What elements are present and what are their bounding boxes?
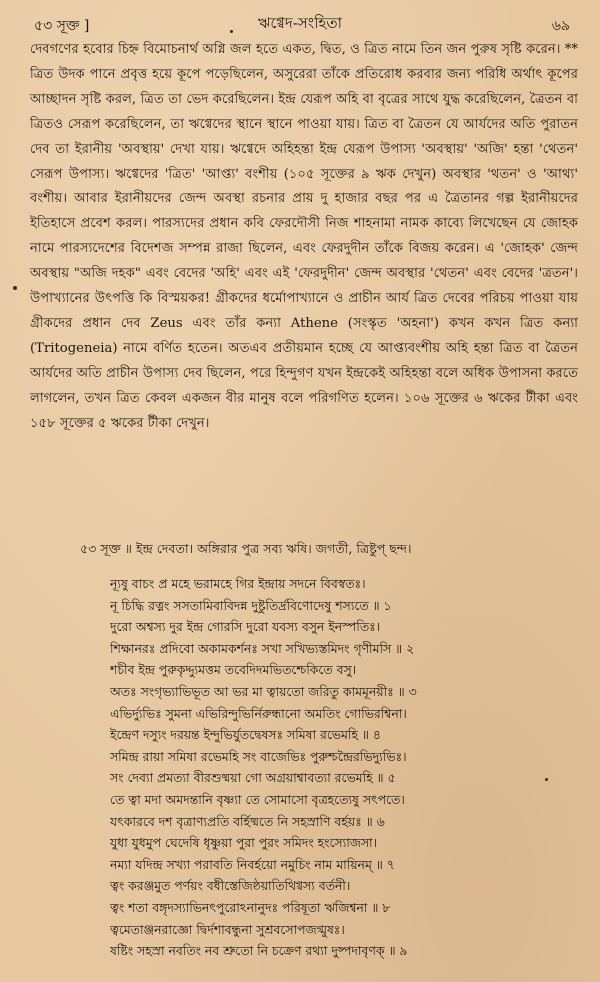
verse-line: ত্বং করঞ্জমুত পর্ণয়ং বধীস্তেজিষ্ঠয়াতিথিগ্বস্য বর্তনী। — [110, 878, 351, 894]
verse-line: ষষ্টিং সহস্রা নবতিং নব শ্রুতো নি চক্রেণ রথ্যা দুষ্পদাবৃণক্ ॥ ৯ — [110, 943, 408, 959]
book-title: ঋগ্বেদ-সংহিতা — [258, 14, 342, 32]
verse-line: নম্যা যদিন্দ্র সখ্যা পরাবতি নিবর্হয়ো নমুচিং নাম মায়িনম্ ॥ ৭ — [110, 856, 395, 872]
sukta-heading: ৫৩ সূক্ত ॥ ইন্দ্র দেবতা। অঙ্গিরার পুত্র সব্য ঋষি। জগতী, ত্রিষ্টুপ্ ছন্দ। — [80, 541, 412, 556]
verse-line: ন্যূষু বাচং প্র মহে ভরামহে গির ইন্দ্রায় সদনে বিবস্বতঃ। — [110, 576, 366, 591]
verse-line: ত্বং শতা বঙ্গৃদস্যাভিনৎপুরোঽনানুদঃ পরিষূতা ঋজিশ্বনা ॥ ৮ — [110, 899, 391, 915]
ink-spot — [13, 286, 17, 290]
verse-line: যৎকারবে দশ বৃত্রাণ্যপ্রতি বর্হিষ্মতে নি সহস্রাণি বর্হয়ঃ ॥ ৬ — [110, 813, 385, 829]
verse-line: শিক্ষানরঃ প্রদিবো অকামকর্শনঃ সখা সখিভ্যস্তমিদং গৃণীমসি ॥ ২ — [110, 640, 415, 656]
page-number: ৬৯ — [551, 18, 570, 34]
verse-block — [110, 573, 580, 962]
verse-line: যুধা যুধমুপ ঘেদেষি ধৃষ্ণুয়া পুরা পুরং সমিদং হংস্যোজসা। — [110, 835, 378, 851]
verse-line: তে ত্বা মদা অমদন্তানি বৃষ্ণ্যা তে সোমাসো বৃত্রহত্যেষু সৎপতে। — [110, 791, 405, 807]
commentary-paragraph: দেবগণের হবোর চিহ্ন বিমোচনার্থ অগ্নি জল হতে একত, দ্বিত, ও ত্রিত নামে তিন জন পুরুষ সৃষ্টি করেন। ** ত্রিত উদক পানে প্রবৃত্ত হয়ে কূপে পড়েছিলেন, অসুরেরা তাঁকে প্রতিরোধ করবার জন্য পরিধি অর্থাৎ কূপের আচ্ছাদন সৃষ্টি করল, ত্রিত তা ভেদ করেছিলেন। ইন্দ্র যেরূপ অহি বা বৃত্রের সাথে যুদ্ধ করেছিলেন, ত্রৈতন বা ত্রিতও সেরূপ করেছিলেন, তা ঋগ্বেদের স্থানে স্থানে পাওয়া যায়। ত্রিত বা ত্রৈতন যে আর্যদের অতি পুরাতন দেব তা ইরানীয় 'অবস্থায়' দেখা যায়। ঋগ্বেদে অহিহন্তা ইন্দ্র যেরূপ উপাস্য 'অবস্থায়' 'অজি' হন্তা 'থেতন' সেরূপ উপাস্য। ঋগ্বেদের 'ত্রিত' 'আপ্ত্য' বংশীয় (১০৫ সূক্তের ৯ ঋক দেখুন) অবস্থার 'থতন' ও 'আথ্য' বংশীয়। আবার ইরানীয়দের জেন্দ অবস্থা রচনার প্রায় দু হাজার বছর পর এ ত্রৈতানর গল্প ইরানীয়দের ইতিহাসে প্রবেশ করল। পারস্যদের প্রধান কবি ফেরদৌসী নিজ শাহনামা নামক কাব্যে লিখেছেন যে জোহক নামে পারস্যদেশের বিদেশজ সম্পন্ন রাজা ছিলেন, এবং ফেরদুদীন তাঁকে বিজয় করেন। এ 'জোহক' জেন্দ অবস্থায় "অজি দহক" এবং বেদের 'অহি' এবং এই 'ফেরদুদীন' জেন্দ অবস্থার 'থেতন' এবং বেদের 'ত্রতন'। উপাখ্যানের উৎপত্তি কি বিস্ময়কর! গ্রীকদের ধর্মোপাখ্যানে ও প্রাচীন আর্য ত্রিত দেবের পরিচয় পাওয়া যায় গ্রীকদের প্রধান দেব Zeus এবং তাঁর কন্যা Athene (সংস্কৃত 'অহনা') কখন কখন ত্রিত কন্যা (Tritogeneia) নামে বর্ণিত হতেন। অতএব প্রতীয়মান হচ্ছে যে আপ্ত্যবংশীয় অহি হন্তা ত্রিত বা ত্রৈতন আর্যদের অতি প্রাচীন উপাস্য দেব ছিলেন, পরে হিন্দুগণ যখন ইন্দ্রকেই অহিহন্তা বলে অধিক উপাসনা করতে লাগলেন, তখন ত্রিত কেবল একজন বীর মানুষ বলে পরিগণিত হলেন। ১০৬ সূক্তের ৬ ঋকের টীকা এবং ১৫৮ সূক্তের ৫ ঋকের টীকা দেখুন। — [30, 42, 578, 431]
ink-spot — [230, 30, 233, 33]
running-header — [0, 6, 600, 36]
commentary-text — [30, 38, 578, 437]
verse-line: অতঃ সংগৃভ্যাভিভূত আ ভর মা ত্বায়তো জরিতু কামমূনয়ীঃ ॥ ৩ — [110, 683, 417, 699]
verse-line: সং দেব্যা প্রমত্যা বীরশুষ্ময়া গো অগ্রয়াশ্বাবত্যা রভেমহি ॥ ৫ — [110, 770, 396, 786]
ink-spot — [545, 778, 548, 781]
verse-line: নূ চিদ্ধি রত্নং সসতামিবাবিদন্ন দুষ্টুতির্দ্রবিণোদেষু শস্যতে ॥ ১ — [110, 597, 392, 613]
verse-line: ইন্দ্রেণ দস্যুং দরয়ন্ত ইন্দুভির্যুতদ্বেষসঃ সমিষা রভেমহি ॥ ৪ — [110, 727, 381, 743]
verse-line: সমিন্দ্র রায়া সমিষা রভেমহি সং বাজেভিঃ পুরুশ্চন্দ্রৈরভিদ্যুভিঃ। — [110, 748, 407, 764]
sukta-number: ৫৩ সূক্ত ] — [34, 18, 90, 34]
verse-line: ত্বমেতাঞ্জনরাজ্ঞো দ্বির্দশাবন্ধুনা সুশ্রবসোপজগ্মুষঃ। — [110, 921, 345, 937]
verse-line: দুরো অশ্বস্য দুর ইন্দ্র গোরসি দুরো যবস্য বসুন ইনস্পতিঃ। — [110, 619, 381, 635]
verse-line: শচীব ইন্দ্র পুরুকৃদ্দ্যুমত্তম তবেদিদমভিতশ্চেকিতে বসু। — [110, 662, 357, 678]
verse-line: এভির্দ্যুভিঃ সুমনা এভিরিন্দুভির্নিরুন্ধানো অমতিং গোভিরশ্বিনা। — [110, 705, 407, 721]
